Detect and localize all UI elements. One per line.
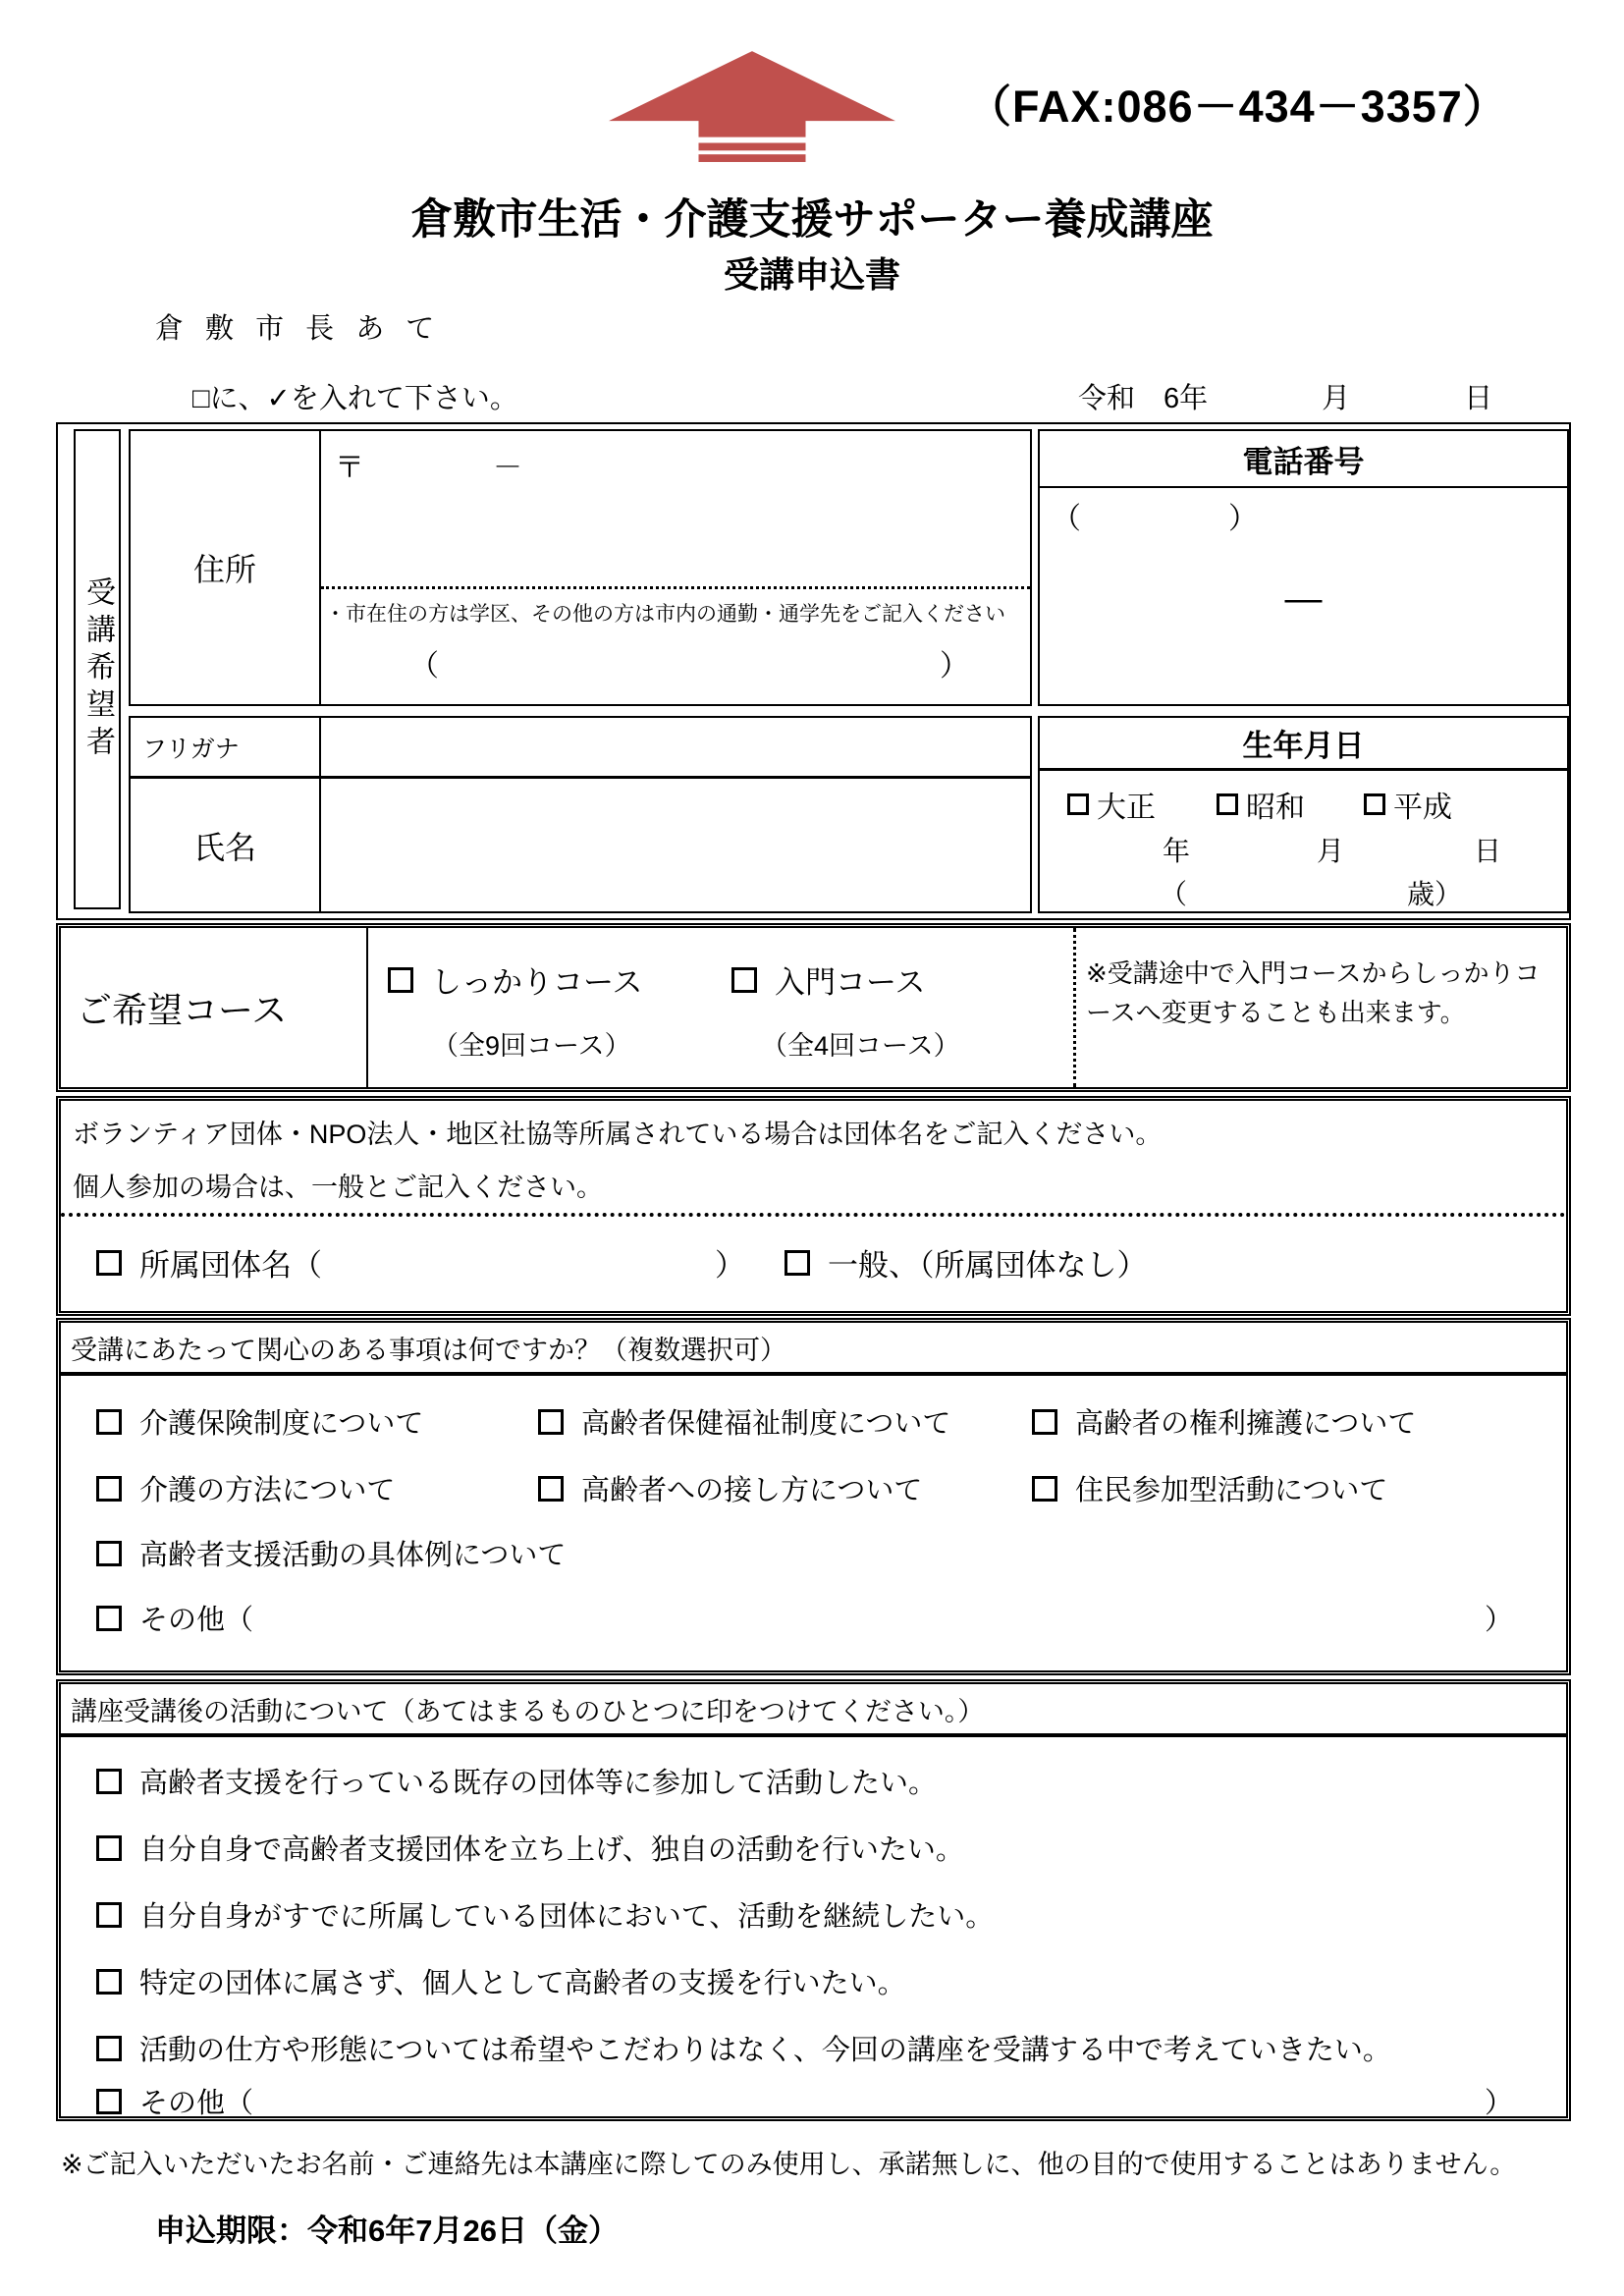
after-course-question: 講座受講後の活動について（あてはまるものひとつに印をつけてください。） (61, 1684, 1566, 1737)
interest-checkbox[interactable] (96, 1476, 122, 1502)
interest-checkbox[interactable] (96, 1541, 122, 1566)
group-options-row (96, 1240, 1148, 1285)
birthdate-header: 生年月日 (1040, 718, 1567, 771)
interests-row-2 (96, 1468, 1387, 1508)
applicant-table (56, 422, 1571, 920)
name-input-area[interactable] (321, 779, 1030, 911)
course-change-note: ※受講途中で入門コースからしっかりコースへ変更することも出来ます。 (1073, 928, 1566, 1087)
interest-checkbox[interactable] (538, 1409, 564, 1435)
after-course-label: 自分自身がすでに所属している団体において、活動を継続したい。 (139, 1901, 995, 1933)
interest-option[interactable] (96, 1401, 538, 1442)
after-course-checkbox[interactable] (96, 1769, 122, 1794)
addressee-line: 倉 敷 市 長 あ て (155, 313, 442, 345)
interest-label: 高齢者の権利擁護について (1075, 1408, 1417, 1440)
interest-option[interactable] (538, 1401, 1032, 1442)
after-course-option[interactable] (96, 1828, 964, 1868)
phone-header: 電話番号 (1040, 431, 1567, 488)
interest-option-other[interactable] (96, 1598, 253, 1638)
postal-dash: － (493, 452, 522, 484)
course-table (56, 923, 1571, 1092)
nyumon-detail: （全4回コース） (761, 1031, 960, 1061)
group-divider (61, 1213, 1566, 1217)
address-divider (321, 586, 1030, 589)
day-label: 日 (1474, 836, 1502, 866)
after-course-label: 活動の仕方や形態については希望やこだわりはなく、今回の講座を受講する中で考えていきたい。 (139, 2035, 1391, 2066)
birthdate-box (1038, 716, 1569, 913)
interest-option[interactable] (1032, 1401, 1416, 1442)
interest-other-close-paren: ） (1485, 1605, 1514, 1636)
taisho-checkbox[interactable] (1067, 793, 1089, 815)
form-title: 倉敷市生活・介護支援サポーター養成講座 (410, 196, 1214, 244)
interest-checkbox[interactable] (538, 1476, 564, 1502)
after-course-option[interactable] (96, 1761, 937, 1801)
fax-number: （FAX:086－434－3357） (967, 82, 1508, 132)
general-option-label: 一般、（所属団体なし） (828, 1248, 1148, 1283)
checkbox-instruction: □に、✓を入れて下さい。 (192, 383, 518, 414)
era-option-heisei[interactable] (1364, 783, 1452, 826)
after-course-option[interactable] (96, 1894, 994, 1935)
address-note: ・市在住の方は学区、その他の方は市内の通勤・通学先をご記入ください (325, 603, 1005, 626)
interest-checkbox[interactable] (1032, 1409, 1057, 1435)
course-option-nyumon[interactable] (731, 957, 925, 1002)
taisho-label: 大正 (1097, 792, 1156, 824)
interests-question: 受講にあたって関心のある事項は何ですか？（複数選択可） (61, 1323, 1566, 1376)
name-label: 氏名 (131, 779, 321, 911)
interests-row-3 (96, 1533, 566, 1573)
after-course-other-close-paren: ） (1485, 2088, 1514, 2119)
group-table (56, 1096, 1571, 1316)
after-course-other-label: その他（ (139, 2088, 254, 2119)
interest-checkbox[interactable] (1032, 1476, 1057, 1502)
general-checkbox[interactable] (785, 1250, 810, 1276)
interest-label: 住民参加型活動について (1075, 1475, 1388, 1506)
interest-label: 高齢者への接し方について (581, 1475, 923, 1506)
shikkari-label: しっかりコース (431, 965, 643, 1000)
heisei-label: 平成 (1393, 792, 1452, 824)
application-deadline: 申込期限：令和6年7月26日（金） (155, 2214, 619, 2248)
phone-dash: ― (1284, 578, 1323, 620)
interest-other-checkbox[interactable] (96, 1606, 122, 1631)
interest-option[interactable] (96, 1533, 566, 1573)
after-course-other-checkbox[interactable] (96, 2089, 122, 2114)
shikkari-detail: （全9回コース） (432, 1031, 631, 1061)
member-checkbox[interactable] (96, 1250, 122, 1276)
shikkari-checkbox[interactable] (388, 967, 413, 993)
interest-label: 介護の方法について (139, 1475, 396, 1506)
group-instruction-2: 個人参加の場合は、一般とご記入ください。 (73, 1173, 603, 1202)
interest-option[interactable] (1032, 1468, 1387, 1508)
birthdate-input-area (1040, 771, 1567, 911)
interest-checkbox[interactable] (96, 1409, 122, 1435)
interest-label: 介護保険制度について (139, 1408, 424, 1440)
after-course-table (56, 1679, 1571, 2121)
name-rows (129, 716, 1032, 913)
month-label: 月 (1317, 836, 1345, 866)
member-option-close: ） (715, 1248, 745, 1283)
era-option-showa[interactable] (1217, 783, 1305, 826)
nyumon-checkbox[interactable] (731, 967, 757, 993)
interest-label: 高齢者支援活動の具体例について (139, 1540, 567, 1571)
furigana-input-area[interactable] (321, 718, 1030, 779)
after-course-option[interactable] (96, 1961, 906, 2001)
phone-box (1038, 429, 1569, 706)
furigana-label: フリガナ (131, 718, 321, 779)
year-label: 年 (1163, 836, 1191, 866)
after-course-label: 特定の団体に属さず、個人として高齢者の支援を行いたい。 (139, 1968, 906, 1999)
nyumon-label: 入門コース (775, 965, 926, 1000)
form-subtitle: 受講申込書 (723, 254, 900, 295)
address-paren-line[interactable]: （ ） (409, 650, 969, 683)
applicant-section-label: 受講希望者 (74, 429, 121, 909)
after-course-checkbox[interactable] (96, 2036, 122, 2061)
after-course-option[interactable] (96, 2028, 1391, 2068)
privacy-note: ※ご記入いただいたお名前・ご連絡先は本講座に際してのみ使用し、承諾無しに、他の目的で使用することはありません。 (61, 2150, 1517, 2179)
postal-mark: 〒 (335, 452, 364, 484)
showa-label: 昭和 (1246, 792, 1305, 824)
after-course-option-other[interactable] (96, 2081, 253, 2121)
address-row (129, 429, 1032, 706)
interest-label: 高齢者保健福祉制度について (581, 1408, 951, 1440)
up-arrow-icon (609, 51, 895, 164)
phone-input-area[interactable] (1040, 488, 1567, 704)
date-fill-line[interactable]: 令和 6年 月 日 (1078, 383, 1493, 414)
course-label: ご希望コース (61, 928, 368, 1087)
interest-option[interactable] (96, 1468, 538, 1508)
interest-option[interactable] (538, 1468, 1032, 1508)
interests-table (56, 1318, 1571, 1675)
phone-paren-line: （ ） (1052, 503, 1258, 535)
interest-other-label: その他（ (139, 1605, 254, 1636)
after-course-label: 高齢者支援を行っている既存の団体等に参加して活動したい。 (139, 1768, 938, 1799)
group-instruction-1: ボランティア団体・NPO法人・地区社協等所属されている場合は団体名をご記入ください。 (73, 1120, 1163, 1149)
after-course-label: 自分自身で高齢者支援団体を立ち上げ、独自の活動を行いたい。 (139, 1834, 964, 1866)
after-course-checkbox[interactable] (96, 1902, 122, 1928)
interests-row-1 (96, 1401, 1416, 1442)
course-option-shikkari[interactable] (388, 957, 642, 1002)
showa-checkbox[interactable] (1217, 793, 1238, 815)
after-course-checkbox[interactable] (96, 1835, 122, 1861)
after-course-checkbox[interactable] (96, 1969, 122, 1995)
member-option-label: 所属団体名（ (139, 1248, 322, 1283)
age-fill-line[interactable]: （ 歳） (1160, 879, 1463, 909)
address-label: 住所 (131, 431, 321, 704)
era-option-taisho[interactable] (1067, 783, 1156, 826)
heisei-checkbox[interactable] (1364, 793, 1385, 815)
address-input-area[interactable] (321, 431, 1030, 704)
interests-other-row (96, 1598, 253, 1638)
